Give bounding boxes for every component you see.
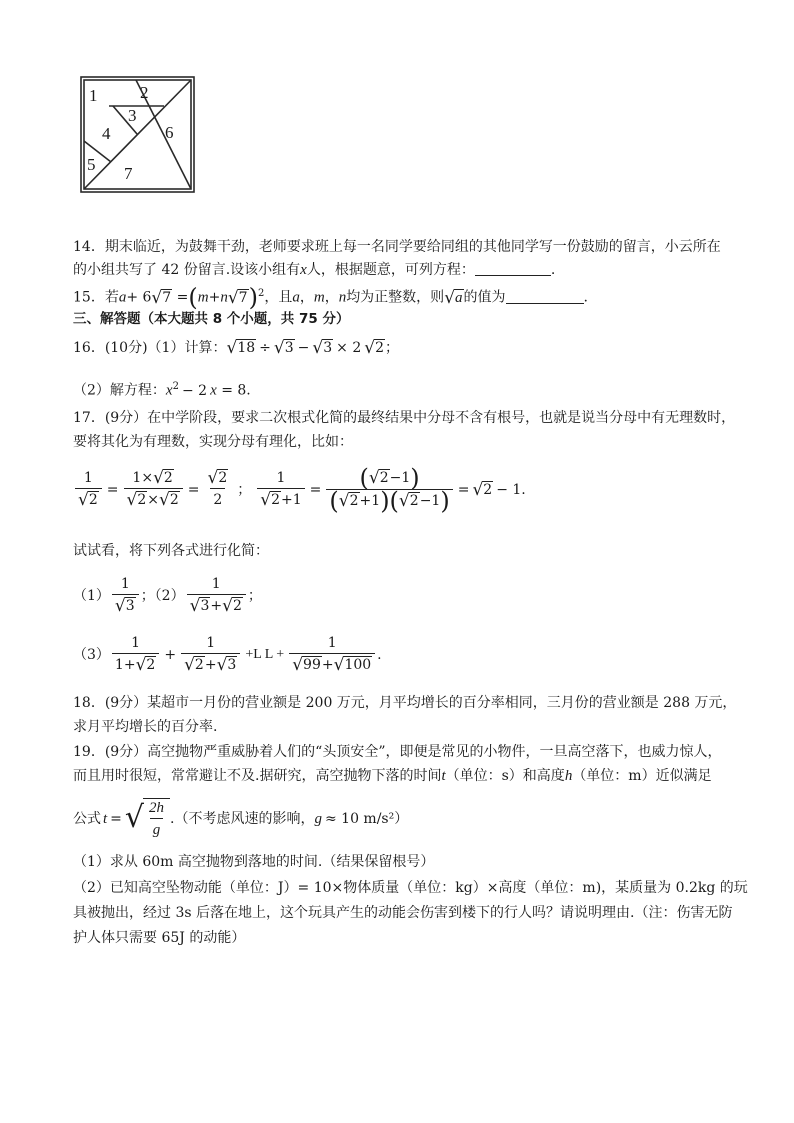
tangram-figure	[80, 76, 196, 194]
figure-line	[84, 80, 191, 189]
q19-part1: （1）求从 60m 高空抛物到落地的时间.（结果保留根号）	[73, 854, 435, 870]
q18-line2: 求月平均增长的百分率.	[73, 719, 218, 735]
q16-part1: 16．(10分)（1）计算： √ 18 ÷ √ 3 − √ 3 × 2 √ 2 ；	[73, 338, 399, 358]
section-3-heading: 三、解答题（本大题共 8 个小题，共 75 分）	[73, 311, 350, 327]
q19-part2-line2: 具被抛出，经过 3s 后落在地上，这个玩具产生的动能会伤害到楼下的行人吗？请说明理由.（注：伤害无防	[73, 905, 733, 921]
q19-line2: 而且用时很短，常常避让不及.据研究，高空抛物下落的时间t（单位：s）和高度h（单位：m）近似满足	[73, 768, 712, 784]
q17-try: 试试看，将下列各式进行化简：	[73, 543, 269, 559]
q17-part-3: （3） 1 1+ √ 2 + 1 √ 2 + √ 3 +L L + 1 √ 99 + √ 100 .	[73, 635, 382, 675]
figure-label-7: 7	[124, 164, 133, 183]
figure-label-5: 5	[87, 155, 96, 174]
q17-parts-1-2: （1） 1 √ 3 ；（2） 1 √ 3 + √ 2 ；	[73, 576, 262, 616]
q18-line1: 18．(9分）某超市一月份的营业额是 200 万元，月平均增长的百分率相同，三月份的营业额是 288 万元，	[73, 695, 737, 711]
figure-label-6: 6	[165, 123, 174, 142]
q19-line1: 19．(9分）高空抛物严重威胁着人们的“头顶安全”，即便是常见的小物件，一旦高空落下，也威力惊人，	[73, 744, 722, 760]
sqrt-a: √ a	[444, 287, 463, 308]
figure-label-2: 2	[140, 83, 149, 102]
figure-label-1: 1	[89, 86, 98, 105]
figure-label-3: 3	[128, 106, 137, 125]
sqrt-7: √ 7	[151, 287, 172, 308]
figure-label-4: 4	[102, 124, 111, 143]
q16-part2: （2）解方程：$x^2 - 2$ x = 8.	[73, 381, 251, 399]
q15-answer-blank[interactable]	[506, 289, 584, 304]
q15-line: 15．若a+ 6 √ 7 =(m+n √ 7 )$^2$，且a，m，n均为正整数，则 √ a 的值为 .	[73, 283, 588, 312]
q14-answer-blank[interactable]	[475, 261, 551, 276]
q19-part2-line3: 护人体只需要 65J 的动能）	[73, 930, 246, 946]
q17-line2: 要将其化为有理数，实现分母有理化，比如：	[73, 434, 353, 450]
q14-line2: 的小组共写了 42 份留言.设该小组有x人，根据题意，可列方程： .	[73, 262, 556, 278]
q14-line1: 14．期末临近，为鼓舞干劲，老师要求班上每一名同学要给同组的其他同学写一份鼓励的留言，小云所在	[73, 239, 721, 255]
q19-formula: 公式 t = √ $\frac{2h}{g}$ .（不考虑风速的影响， g ≈ 10 m/s²）	[73, 800, 409, 838]
q17-line1: 17．(9分）在中学阶段，要求二次根式化简的最终结果中分母不含有根号，也就是说当分母中有无理数时，	[73, 410, 736, 426]
q19-part2-line1: （2）已知高空坠物动能（单位：J）= 10×物体质量（单位：kg）×高度（单位：m)，某质量为 0.2kg 的玩	[73, 880, 748, 896]
q17-example: 1 √ 2 = 1× √ 2 √ 2 × √ 2 = √ 2 2 ； 1 √ 2 +1 = ( √ 2 −1) ( √ 2 +1)( √ 2 −1) = √ 2 − 1.	[73, 468, 529, 511]
var-x: x	[300, 262, 307, 278]
